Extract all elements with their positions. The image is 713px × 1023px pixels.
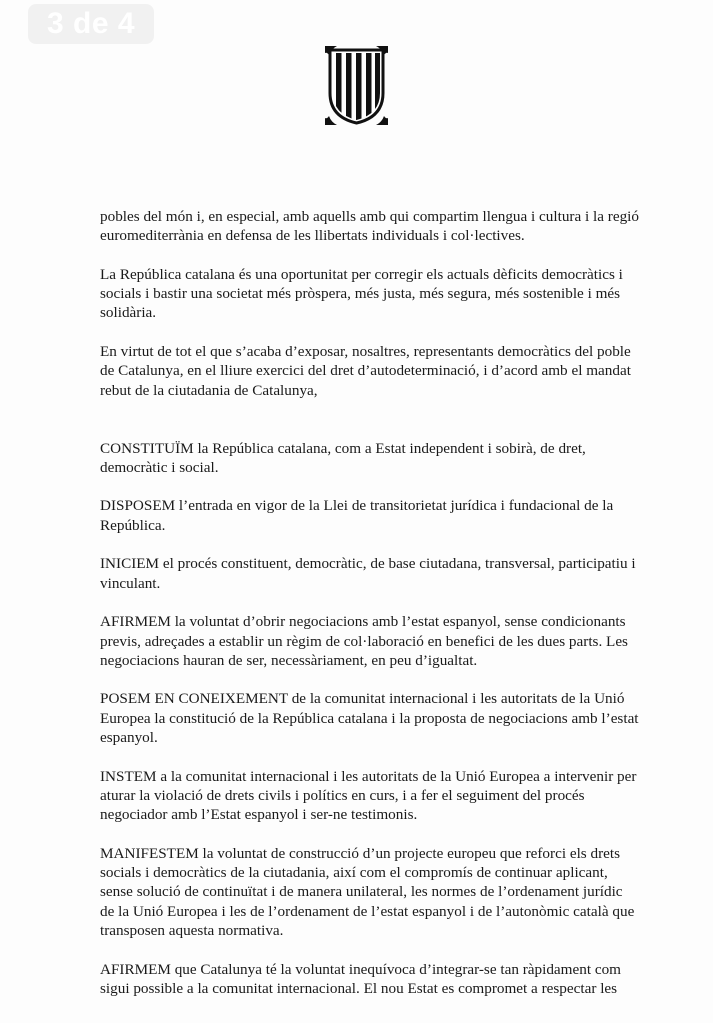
paragraph	[100, 439, 640, 478]
paragraph	[100, 612, 640, 670]
paragraph	[100, 342, 640, 400]
paragraph-keyword: INSTEM	[100, 767, 157, 785]
paragraph	[100, 689, 640, 747]
paragraph-text: la República catalana, com a Estat independent i sobirà, de dret, democràtic i social.	[100, 439, 586, 476]
catalan-government-emblem-icon	[322, 43, 391, 128]
paragraph-text: el procés constituent, democràtic, de base ciutadana, transversal, participatiu i vinculant.	[100, 555, 636, 592]
paragraph-keyword: AFIRMEM	[100, 613, 171, 631]
paragraph-keyword: CONSTITUÏM	[100, 439, 194, 457]
paragraph	[100, 844, 640, 940]
paragraph	[100, 265, 640, 323]
paragraph-keyword: MANIFESTEM	[100, 844, 199, 862]
paragraph-text: a la comunitat internacional i les autoritats de la Unió Europea a intervenir per aturar la violació de drets civils i polítics en curs, i a fer el seguiment del procés negociador amb l’Estat espanyol i ser-ne testimonis.	[100, 767, 637, 824]
paragraph-keyword: INICIEM	[100, 555, 160, 573]
paragraph	[100, 767, 640, 825]
paragraph-text: l’entrada en vigor de la Llei de transitorietat jurídica i fundacional de la República.	[100, 497, 614, 534]
paragraph-text: La República catalana és una oportunitat per corregir els actuals dèficits democràtics i socials i bastir una societat més pròspera, més justa, més segura, més sostenible i més solidària.	[100, 265, 623, 322]
paragraph-text: En virtut de tot el que s’acaba d’exposar, nosaltres, representants democràtics del poble de Catalunya, en el lliure exercici del dret d’autodeterminació, i d’acord amb el mandat rebut de la ciutadania de Catalunya,	[100, 343, 631, 399]
paragraph-keyword: AFIRMEM	[100, 960, 171, 978]
paragraph	[100, 554, 640, 593]
paragraph	[100, 496, 640, 535]
paragraph	[100, 960, 640, 999]
paragraph-text: de la comunitat internacional i les autoritats de la Unió Europea la constitució de la República catalana i la proposta de negociacions amb l’estat espanyol.	[100, 690, 639, 747]
paragraph-text: pobles del món i, en especial, amb aquells amb qui compartim llengua i cultura i la regió euromediterrània en defensa de les llibertats individuals i col·lectives.	[100, 208, 640, 245]
page-indicator: 3 de 4	[28, 4, 154, 44]
paragraph-keyword: DISPOSEM	[100, 497, 176, 515]
document-body	[100, 207, 640, 1017]
paragraph-keyword: POSEM EN CONEIXEMENT	[100, 690, 288, 708]
paragraph-text: la voluntat de construcció d’un projecte europeu que reforci els drets socials i democràtics de la ciutadania, així com el compromís de continuar aplicant, sense solució de continuïtat i de manera unilateral, les normes de l’ordenament jurídic de la Unió Europea i les de l’ordenament de l’estat espanyol i de l’autonòmic català que transposen aquesta normativa.	[100, 844, 635, 939]
paragraph-text: que Catalunya té la voluntat inequívoca d’integrar-se tan ràpidament com sigui possible a la comunitat internacional. El nou Estat es compromet a respectar les	[100, 960, 621, 997]
paragraph-text: la voluntat d’obrir negociacions amb l’estat espanyol, sense condicionants previs, adreçades a establir un règim de col·laboració en benefici de les dues parts. Les negociacions hauran de ser, necessàriament, en peu d’igualtat.	[100, 613, 628, 669]
paragraph	[100, 207, 640, 246]
